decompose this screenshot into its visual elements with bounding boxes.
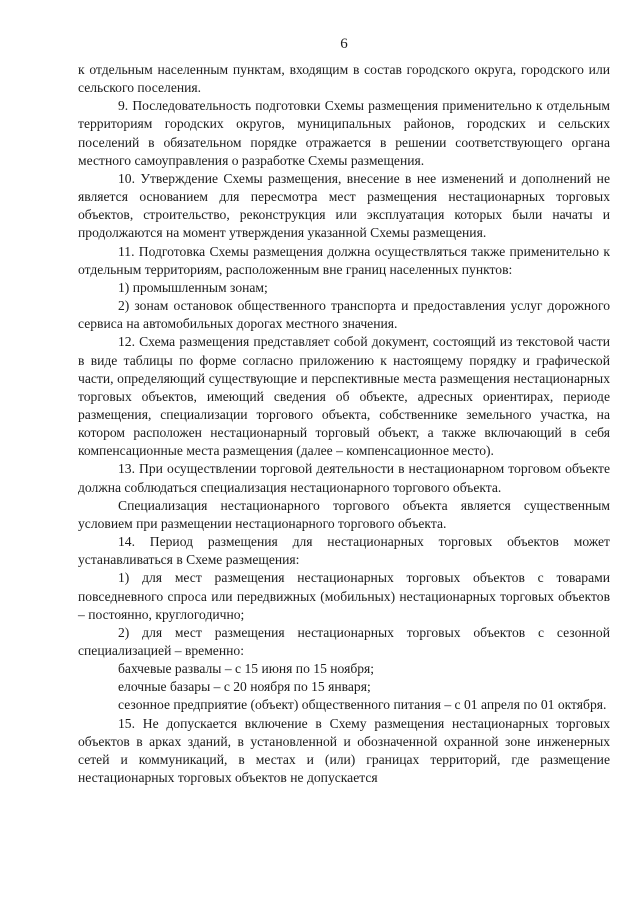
paragraph: 11. Подготовка Схемы размещения должна осуществляться также применительно к отдельным территориям, расположенным вне границ населенных пунктов: (78, 243, 610, 277)
document-body (78, 61, 610, 787)
paragraph: к отдельным населенным пунктам, входящим в состав городского округа, городского или сельского поселения. (78, 62, 610, 96)
paragraph: 12. Схема размещения представляет собой документ, состоящий из текстовой части в виде таблицы по форме согласно приложению к настоящему порядку и графической части, определяющий существующие и перспективные места размещения нестационарных торговых объектов, имеющий сведения об объекте, адресных ориентирах, периоде размещения, специализации торгового объекта, собственнике земельного участка, на котором расположен нестационарный торговый объект, а также включающий в себя компенсационные места размещения (далее – компенсационное место). (78, 334, 610, 459)
paragraph: 13. При осуществлении торговой деятельности в нестационарном торговом объекте должна соблюдаться специализация нестационарного торгового объекта. (78, 461, 610, 495)
list-item: сезонное предприятие (объект) общественного питания – с 01 апреля по 01 октября. (118, 697, 607, 713)
list-item: 1) промышленным зонам; (118, 279, 268, 295)
list-item: 2) зонам остановок общественного транспорта и предоставления услуг дорожного сервиса на автомобильных дорогах местного значения. (78, 298, 610, 332)
page-number: 6 (340, 36, 348, 52)
paragraph: 10. Утверждение Схемы размещения, внесение в нее изменений и дополнений не является основанием для пересмотра мест размещения нестационарных торговых объектов, строительство, реконструкция или эксплуатация которых были начаты и продолжаются на момент утверждения указанной Схемы размещения. (78, 170, 610, 241)
paragraph: 9. Последовательность подготовки Схемы размещения применительно к отдельным территориям городских округов, муниципальных районов, городских и сельских поселений в обязательном порядке отражается в решении соответствующего органа местного самоуправления о разработке Схемы размещения. (78, 98, 610, 168)
list-item: елочные базары – с 20 ноября по 15 января; (118, 679, 371, 695)
list-item: 2) для мест размещения нестационарных торговых объектов с сезонной специализацией – временно: (78, 624, 610, 658)
paragraph: 15. Не допускается включение в Схему размещения нестационарных торговых объектов в арках зданий, в установленной и обозначенной охранной зоне инженерных сетей и коммуникаций, в местах и (или) границах территорий, где размещение нестационарных торговых объектов не допускается (78, 715, 610, 786)
list-item: бахчевые развалы – с 15 июня по 15 ноября; (118, 661, 375, 677)
list-item: 1) для мест размещения нестационарных торговых объектов с товарами повседневного спроса или передвижных (мобильных) нестационарных торговых объектов – постоянно, круглогодично; (78, 570, 610, 622)
paragraph: Специализация нестационарного торгового объекта является существенным условием при размещении нестационарного торгового объекта. (78, 497, 610, 531)
paragraph: 14. Период размещения для нестационарных торговых объектов может устанавливаться в Схеме размещения: (78, 534, 610, 568)
